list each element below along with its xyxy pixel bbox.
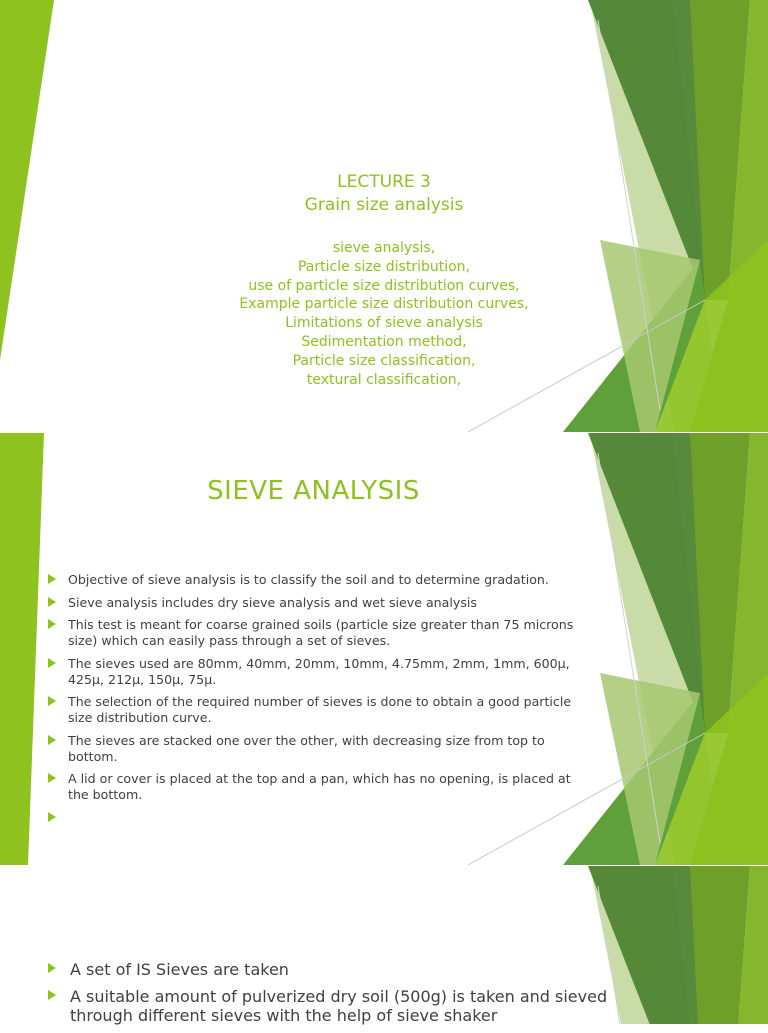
bullet-item: [48, 810, 593, 826]
bullet-text: The selection of the required number of sieves is done to obtain a good particle size distribution curve.: [68, 694, 572, 725]
bullet-item: [48, 617, 593, 649]
bullet-arrow-icon: [48, 597, 56, 607]
bullet-item: [48, 595, 593, 611]
bullet-text: The sieves used are 80mm, 40mm, 20mm, 10mm, 4.75mm, 2mm, 1mm, 600µ, 425µ, 212µ, 150µ, 75µ.: [68, 655, 570, 687]
topic-item: textural classification,: [306, 371, 462, 388]
lecture-number: LECTURE 3: [337, 172, 431, 192]
bullet-arrow-icon: [48, 990, 56, 1000]
topic-item: use of particle size distribution curves,: [248, 277, 520, 294]
bullet-arrow-icon: [48, 812, 56, 822]
topics-list: [0, 239, 768, 389]
bullet-item: [48, 733, 593, 765]
topic-item: Limitations of sieve analysis: [285, 315, 483, 332]
lecture-subject: Grain size analysis: [304, 195, 464, 215]
bullet-item: [48, 987, 608, 1026]
bullet-item: [48, 960, 608, 980]
bullet-arrow-icon: [48, 963, 56, 973]
bullet-text: This test is meant for coarse grained soils (particle size greater than 75 microns size) which can easily pass through a set of sieves.: [68, 617, 574, 648]
bullet-arrow-icon: [48, 735, 56, 745]
topic-item: Particle size classification,: [292, 352, 476, 369]
topic-item: Particle size distribution,: [297, 258, 470, 275]
bullet-text: A set of IS Sieves are taken: [70, 960, 289, 979]
sieve-analysis-bullets: [48, 572, 593, 832]
bullet-item: [48, 694, 593, 726]
topic-item: sieve analysis,: [332, 240, 436, 256]
bullet-arrow-icon: [48, 773, 56, 783]
bullet-item: [48, 771, 593, 803]
slide-1: [0, 0, 768, 432]
bullet-text: The sieves are stacked one over the other, with decreasing size from top to bottom.: [68, 732, 545, 764]
bullet-text: A lid or cover is placed at the top and a pan, which has no opening, is placed at the bottom.: [68, 771, 571, 802]
lecture-title: [0, 171, 768, 217]
topic-item: Example particle size distribution curves,: [239, 296, 529, 313]
bullet-arrow-icon: [48, 658, 56, 668]
bullet-text: A suitable amount of pulverized dry soil (500g) is taken and sieved through different sieves with the help of sieve shaker: [70, 986, 608, 1025]
topic-item: Sedimentation method,: [301, 333, 467, 350]
bullet-arrow-icon: [48, 619, 56, 629]
bullet-text: Sieve analysis includes dry sieve analysis and wet sieve analysis: [68, 594, 477, 610]
bullet-text: [68, 810, 72, 825]
bullet-arrow-icon: [48, 574, 56, 584]
bullet-text: Objective of sieve analysis is to classify the soil and to determine gradation.: [68, 572, 549, 587]
procedure-bullets: [48, 960, 608, 1033]
bullet-item: [48, 572, 593, 588]
bullet-item: [48, 656, 593, 688]
bullet-arrow-icon: [48, 696, 56, 706]
sieve-analysis-title: SIEVE ANALYSIS: [207, 476, 420, 506]
